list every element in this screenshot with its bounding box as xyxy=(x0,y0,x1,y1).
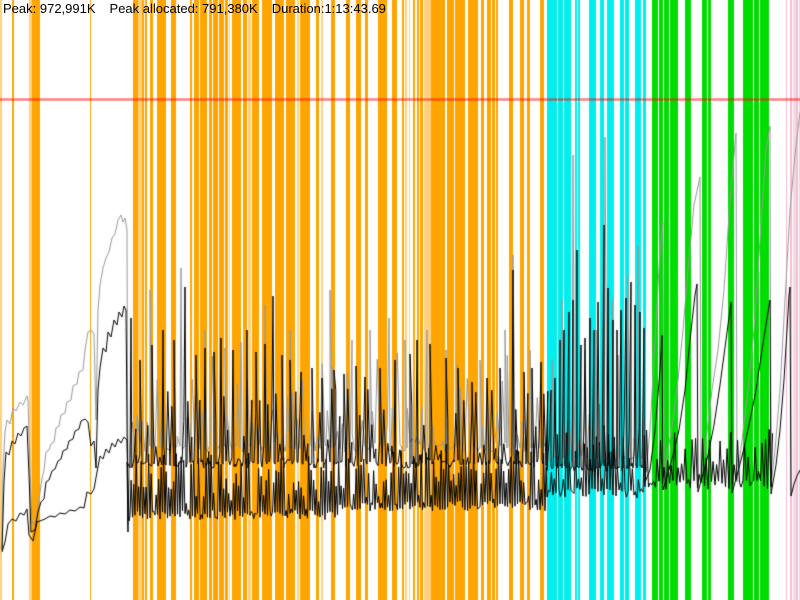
peak-allocated-stat: Peak allocated: 791,380K xyxy=(109,1,258,16)
peak-stat: Peak: 972,991K xyxy=(3,1,96,16)
stats-header xyxy=(3,1,386,17)
duration-stat: Duration:1:13:43.69 xyxy=(271,1,386,16)
